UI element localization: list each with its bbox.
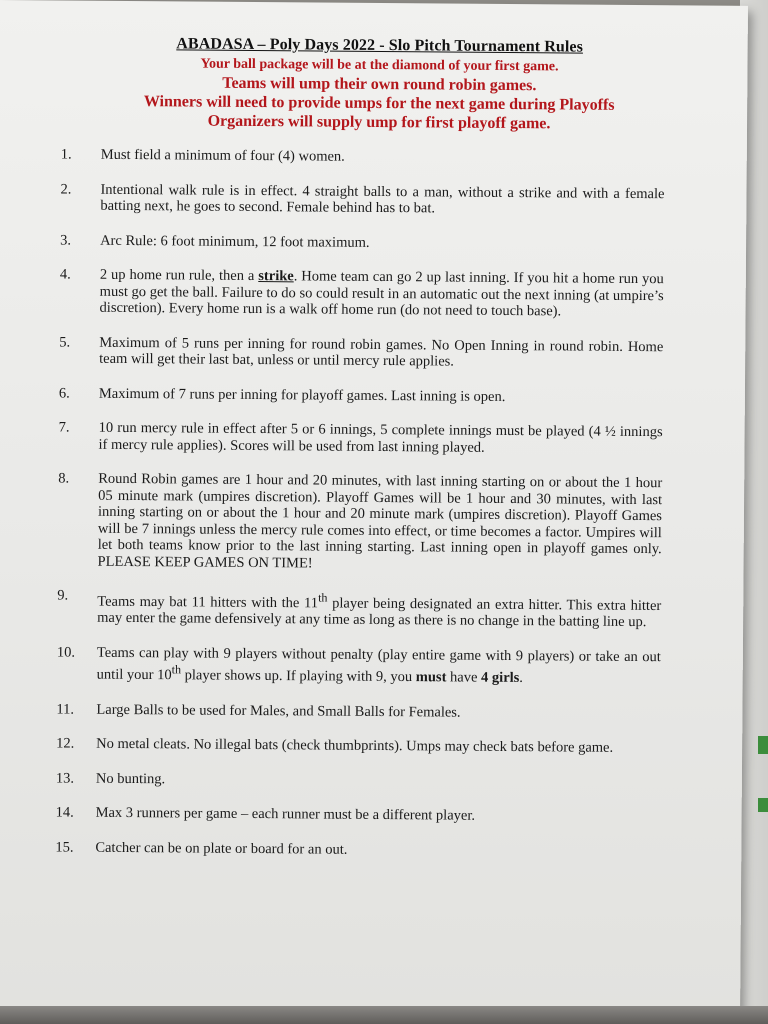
- rule-text-part: Teams can play with 9 players without penalty (play entire game with 9 players) or take an out until your 10: [96, 644, 661, 684]
- rule-text: No bunting.: [95, 770, 166, 787]
- rule-number: 9.: [57, 587, 69, 604]
- document-header: [89, 35, 670, 135]
- rule-text: Max 3 runners per game – each runner must be a different player.: [95, 804, 476, 824]
- rule-number: 15.: [55, 839, 74, 856]
- rule-item: [48, 181, 664, 219]
- rule-item: [48, 266, 664, 320]
- rule-item: [44, 770, 660, 791]
- rules-list: [43, 146, 665, 878]
- green-tab-marker: [758, 736, 768, 754]
- rule-text-part: have: [446, 669, 482, 686]
- rule-number: 3.: [60, 231, 72, 249]
- notice-ball-package: Your ball package will be at the diamond of your first game.: [200, 56, 559, 75]
- rule-text: Catcher can be on plate or board for an out.: [95, 839, 348, 858]
- rule-text-part: .: [519, 670, 524, 687]
- notice-round-robin-umps: Teams will ump their own round robin games.: [222, 74, 537, 95]
- rule-item: [44, 701, 660, 722]
- rule-text: Large Balls to be used for Males, and Small Balls for Females.: [96, 701, 461, 721]
- rule-text: 10 run mercy rule in effect after 5 or 6 innings, 5 complete innings must be played (4 ½ innings if mercy rule applies). Scores will be used from last inning played.: [98, 419, 663, 456]
- rule-item: [46, 419, 662, 457]
- rule-text-part: player being designated an extra hitter. This extra hitter may enter the game defensively at any time as long as there is no change in the batting line up.: [97, 595, 662, 631]
- rule-item: [44, 736, 660, 757]
- rule-number: 14.: [55, 804, 74, 821]
- rule-number: 2.: [60, 180, 72, 198]
- rule-text: Maximum of 5 runs per inning for round robin games. No Open Inning in round robin. Home team will get their last bat, unless or until mercy rule applies.: [99, 334, 664, 370]
- rule-text: [97, 588, 661, 631]
- rule-text: Round Robin games are 1 hour and 20 minutes, with last inning starting on or about the 1 hour 05 minute mark (umpires discretion). Playoff Games will be 1 hour and 30 minutes, with last inning starting on or about the 1 hour and 20 minute mark (umpires discretion). Playoff Games will be 7 innings unless the mercy rule comes into effect, or time becomes a factor. Umpires will let both teams know prior to the last inning starting. Last inning open in playoff games only. PLEASE KEEP GAMES ON TIME!: [97, 470, 663, 571]
- desk-bottom-shadow: [0, 1006, 768, 1024]
- rule-text: [97, 645, 661, 688]
- ordinal-suffix: th: [318, 590, 328, 605]
- rule-item: [46, 470, 663, 574]
- rule-text-part: player shows up. If playing with 9, you: [180, 667, 416, 686]
- rule-item: [47, 334, 663, 372]
- rule-number: 11.: [56, 701, 75, 718]
- ordinal-suffix: th: [171, 662, 182, 677]
- rule-number: 1.: [60, 146, 72, 163]
- rule-number: 7.: [58, 419, 70, 436]
- rule-text-part: 2 up home run rule, then a: [99, 266, 259, 285]
- document-title: ABADASA – Poly Days 2022 - Slo Pitch Tournament Rules: [176, 35, 584, 56]
- rule-item: [44, 805, 660, 826]
- rule-item: [49, 146, 665, 167]
- rule-text: Arc Rule: 6 foot minimum, 12 foot maximum.: [100, 232, 370, 251]
- rule-text-part: . Home team can go 2 up last inning. If you hit a home run you must go get the ball. Failure to do so could result in an automatic out the next inning (at umpire’s discretion). Every home run is a walk off home run (do not need to touch base).: [99, 268, 664, 320]
- rule-text-part: Teams may bat 11 hitters with the 11: [97, 593, 319, 612]
- rule-item: [43, 839, 659, 860]
- rule-text: Must field a minimum of four (4) women.: [100, 146, 345, 165]
- must-emphasis: must: [415, 669, 447, 686]
- strike-emphasis: strike: [258, 268, 294, 285]
- rule-number: 5.: [59, 333, 71, 351]
- notice-organizer-ump: Organizers will supply ump for first playoff game.: [207, 112, 551, 133]
- rule-number: 6.: [58, 384, 70, 402]
- rule-text: [100, 267, 664, 321]
- rule-text: Maximum of 7 runs per inning for playoff games. Last inning is open.: [98, 385, 506, 405]
- rule-text: No metal cleats. No illegal bats (check thumbprints). Umps may check bats before game.: [96, 735, 614, 756]
- notice-playoff-umps: Winners will need to provide umps for the next game during Playoffs: [143, 93, 615, 114]
- rule-item: [45, 587, 661, 631]
- rule-number: 4.: [59, 266, 71, 283]
- rule-number: 13.: [55, 770, 75, 787]
- green-tab-marker: [758, 798, 768, 812]
- rule-text: Intentional walk rule is in effect. 4 straight balls to a man, without a strike and with a female batting next, he goes to second. Female behind has to bat.: [100, 181, 665, 217]
- rule-number: 10.: [56, 644, 76, 661]
- rule-number: 12.: [56, 735, 75, 752]
- rule-item: [48, 232, 664, 253]
- rule-number: 8.: [58, 470, 70, 487]
- girls-emphasis: 4 girls: [481, 669, 520, 687]
- rule-item: [45, 644, 661, 688]
- rule-item: [47, 385, 663, 406]
